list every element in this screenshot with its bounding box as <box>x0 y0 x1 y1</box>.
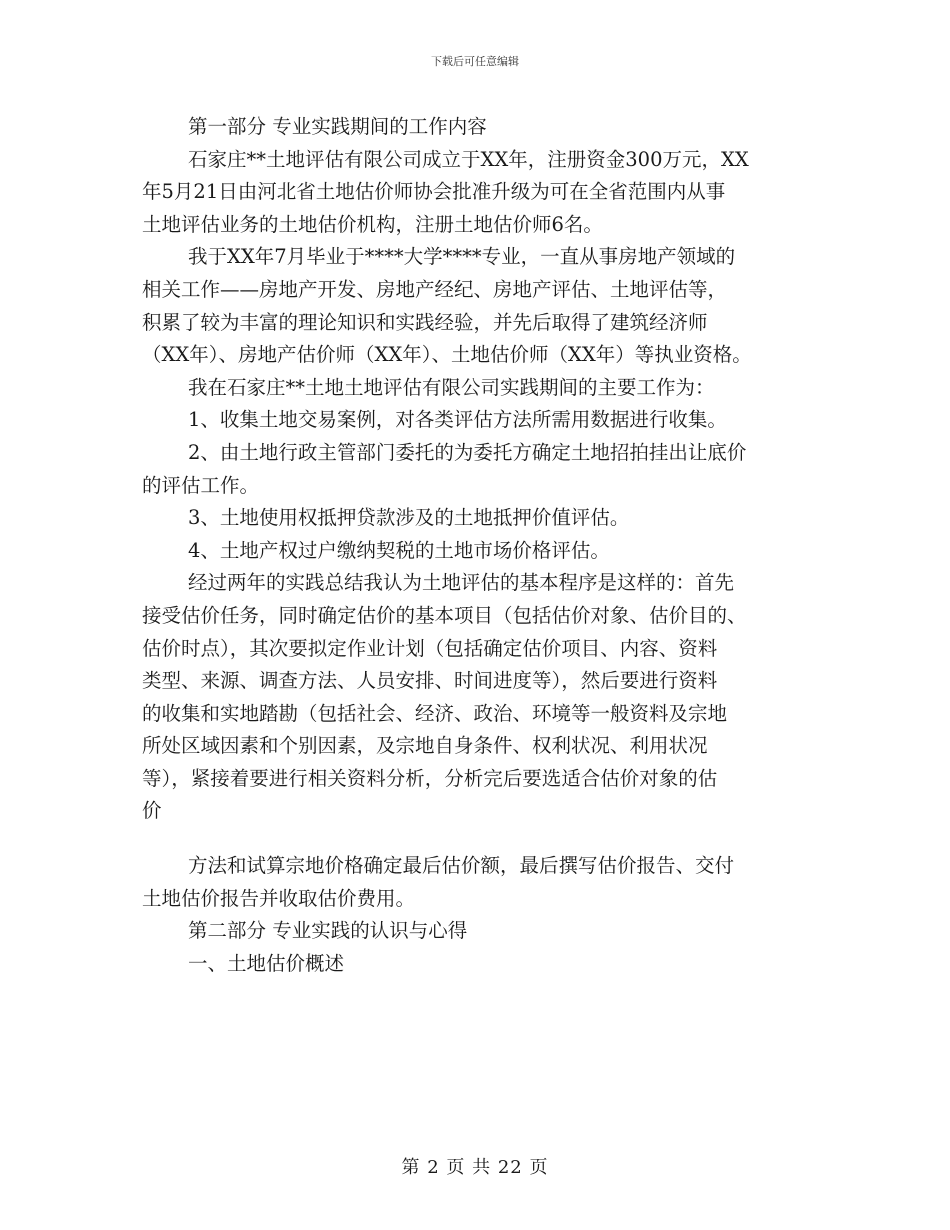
section-heading-2: 第二部分 专业实践的认识与心得 <box>188 919 468 943</box>
body-line: 相关工作——房地产开发、房地产经纪、房地产评估、土地评估等， <box>142 277 728 301</box>
body-line: 接受估价任务，同时确定估价的基本项目（包括估价对象、估价目的、 <box>142 603 747 627</box>
body-line: 类型、来源、调查方法、人员安排、时间进度等），然后要进行资料 <box>142 669 718 693</box>
body-line: 土地估价报告并收取估价费用。 <box>142 886 416 910</box>
list-item: 1、收集土地交易案例，对各类评估方法所需用数据进行收集。 <box>188 408 727 432</box>
body-line: 估价时点），其次要拟定作业计划（包括确定估价项目、内容、资料 <box>142 636 718 660</box>
body-line: 方法和试算宗地价格确定最后估价额，最后撰写估价报告、交付 <box>188 854 735 878</box>
body-line: 我在石家庄**土地土地评估有限公司实践期间的主要工作为： <box>188 375 715 399</box>
body-line: 价 <box>142 799 162 823</box>
body-line: 的评估工作。 <box>142 473 260 497</box>
body-line: 我于XX年7月毕业于****大学****专业，一直从事房地产领域的 <box>188 245 736 269</box>
body-line: 经过两年的实践总结我认为土地评估的基本程序是这样的：首先 <box>188 571 735 595</box>
header-note: 下载后可任意编辑 <box>431 55 519 68</box>
document-body <box>142 111 810 980</box>
body-line: 石家庄**土地评估有限公司成立于XX年，注册资金300万元，XX <box>188 147 749 171</box>
body-line: 所处区域因素和个别因素，及宗地自身条件、权利状况、利用状况 <box>142 734 708 758</box>
body-line: 土地评估业务的土地估价机构，注册土地估价师6名。 <box>142 212 603 236</box>
body-line: 等），紧接着要进行相关资料分析，分析完后要选适合估价对象的估 <box>142 766 718 790</box>
paragraph-gap <box>142 828 810 850</box>
list-item: 4、土地产权过户缴纳契税的土地市场价格评估。 <box>188 538 610 562</box>
body-line: （XX年）、房地产估价师（XX年）、土地估价师（XX年）等执业资格。 <box>142 343 752 367</box>
section-heading-1: 第一部分 专业实践期间的工作内容 <box>188 115 487 138</box>
body-line: 积累了较为丰富的理论知识和实践经验，并先后取得了建筑经济师 <box>142 310 708 334</box>
body-line: 的收集和实地踏勘（包括社会、经济、政治、环境等一般资料及宗地 <box>142 701 728 725</box>
body-line: 年5月21日由河北省土地估价师协会批准升级为可在全省范围内从事 <box>142 180 726 204</box>
list-item: 3、土地使用权抵押贷款涉及的土地抵押价值评估。 <box>188 506 630 530</box>
list-item: 2、由土地行政主管部门委托的为委托方确定土地招拍挂出让底价 <box>188 440 747 464</box>
page-number: 第 2 页 共 22 页 <box>401 1157 549 1178</box>
subsection-heading: 一、土地估价概述 <box>188 951 345 975</box>
